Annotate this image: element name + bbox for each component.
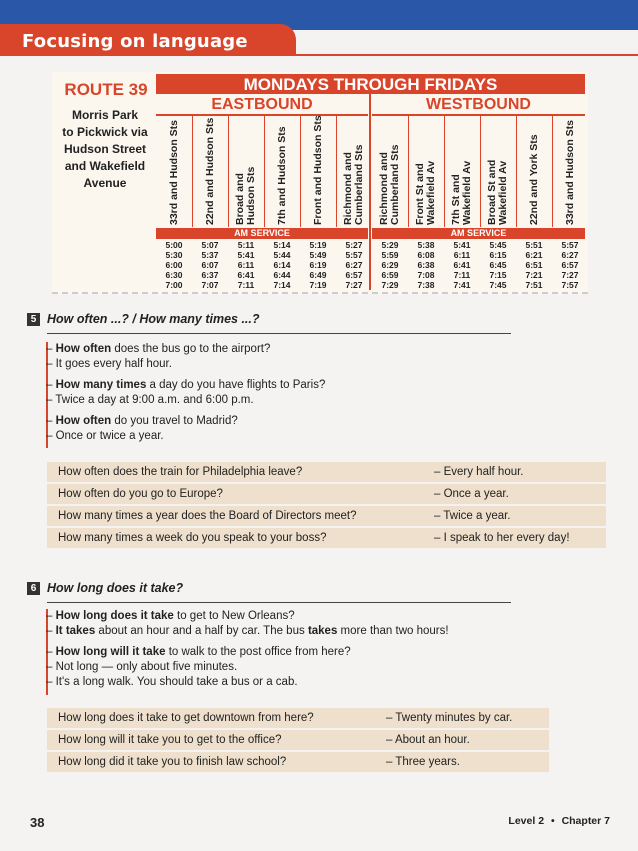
departure-time: 7:51 — [525, 280, 543, 290]
example-dash: – — [46, 379, 56, 391]
stop-name-line: Hudson Sts — [245, 166, 257, 225]
route-desc-line: Avenue — [83, 176, 127, 190]
departure-time: 5:44 — [273, 250, 291, 260]
example-keyword: How long does it take — [55, 610, 174, 622]
example-dash: – — [46, 661, 56, 673]
example-dash: – — [46, 646, 56, 658]
departure-time: 5:14 — [273, 240, 291, 250]
stop-name-line: 22nd and Hudson Sts — [203, 117, 216, 225]
departure-time: 6:59 — [381, 270, 399, 280]
section-number-badge: 6 — [27, 582, 40, 595]
departure-time: 6:44 — [273, 270, 291, 280]
departure-time: 7:38 — [417, 280, 435, 290]
stop-column-divider — [264, 115, 265, 227]
practice-answer: – About an hour. — [386, 734, 470, 746]
stop-name-line: 33rd and Hudson Sts — [563, 119, 576, 225]
example-dash: – — [46, 676, 56, 688]
section-number-badge: 5 — [27, 313, 40, 326]
stop-name-line: Cumberland Sts — [389, 144, 401, 225]
departure-time: 5:11 — [237, 240, 255, 250]
example-dash: – — [46, 430, 56, 442]
stop-name-line: 7th St and — [450, 174, 462, 225]
departure-time: 6:21 — [525, 250, 543, 260]
departure-time: 5:38 — [417, 240, 435, 250]
departure-time: 6:27 — [561, 250, 579, 260]
stop-name-line: Wakefield Av — [425, 160, 437, 225]
departure-time: 6:19 — [309, 260, 327, 270]
stop-name-line: Front and Hudson Sts — [311, 115, 324, 225]
page-title: Focusing on language — [22, 31, 248, 52]
departure-time: 6:45 — [489, 260, 507, 270]
route-desc-line: Morris Park — [71, 108, 139, 122]
departure-time: 6:57 — [561, 260, 579, 270]
example-dash: – — [46, 610, 56, 622]
stop-header — [169, 115, 180, 225]
departure-time: 7:08 — [417, 270, 435, 280]
departure-time: 6:11 — [453, 250, 471, 260]
practice-answer: – Every half hour. — [434, 466, 524, 478]
departure-time: 6:08 — [417, 250, 435, 260]
departure-time: 7:45 — [489, 280, 507, 290]
am-service-east: AM SERVICE — [156, 228, 368, 239]
example-line — [46, 414, 238, 429]
example-text: It goes every half hour. — [55, 358, 172, 370]
practice-question: How many times a year does the Board of Directors meet? — [58, 510, 357, 522]
stop-name-line: Richmond and — [342, 152, 354, 225]
departure-time: 5:51 — [525, 240, 543, 250]
page-number: 38 — [30, 815, 45, 830]
departure-time: 5:57 — [345, 250, 363, 260]
departure-time: 6:27 — [345, 260, 363, 270]
example-dash: – — [46, 358, 56, 370]
stop-name-line: 33rd and Hudson Sts — [167, 119, 180, 225]
departure-time: 7:27 — [561, 270, 579, 280]
departure-time: 5:59 — [381, 250, 399, 260]
example-line — [46, 660, 237, 675]
example-keyword: takes — [307, 625, 338, 637]
departure-time: 7:29 — [381, 280, 399, 290]
example-text: more than two hours! — [337, 625, 449, 637]
example-text: Twice a day at 9:00 a.m. and 6:00 p.m. — [55, 394, 254, 406]
stop-name-line: Richmond and — [378, 152, 390, 225]
stop-column-divider — [192, 115, 193, 227]
example-dash: – — [46, 343, 56, 355]
departure-time: 7:07 — [201, 280, 219, 290]
departure-time: 7:00 — [165, 280, 183, 290]
departure-time: 6:11 — [237, 260, 255, 270]
departure-time: 7:11 — [237, 280, 255, 290]
stop-header — [379, 115, 401, 225]
footer-bullet: • — [550, 815, 555, 827]
route-desc-line: Hudson Street — [63, 142, 146, 156]
departure-time: 5:19 — [309, 240, 327, 250]
practice-question: How long does it take to get downtown from here? — [58, 712, 314, 724]
schedule-title: MONDAYS THROUGH FRIDAYS — [156, 74, 585, 94]
eastbound-label: EASTBOUND — [211, 96, 313, 113]
westbound-rule — [372, 114, 585, 116]
example-line — [46, 609, 295, 624]
stop-header — [277, 115, 288, 225]
departure-time: 7:21 — [525, 270, 543, 280]
example-dash: – — [46, 625, 56, 637]
departure-time: 5:07 — [201, 240, 219, 250]
practice-question: How often does the train for Philadelphia leave? — [58, 466, 303, 478]
practice-question: How long will it take you to get to the office? — [58, 734, 282, 746]
departure-time: 6:14 — [273, 260, 291, 270]
stop-column-divider — [480, 115, 481, 227]
example-dash: – — [46, 415, 56, 427]
practice-answer: – I speak to her every day! — [434, 532, 570, 544]
example-line — [46, 675, 298, 690]
practice-answer: – Once a year. — [434, 488, 509, 500]
departure-time: 5:41 — [237, 250, 255, 260]
example-line — [46, 624, 449, 639]
stop-name-line: 22nd and York Sts — [527, 134, 540, 225]
stop-column-divider — [444, 115, 445, 227]
section-title: How long does it take? — [47, 581, 184, 595]
route-desc-line: to Pickwick via — [62, 125, 148, 139]
example-keyword: How long will it take — [55, 646, 166, 658]
route-description — [56, 107, 154, 192]
practice-answer: – Three years. — [386, 756, 460, 768]
example-text: do you travel to Madrid? — [111, 415, 238, 427]
departure-time: 6:41 — [237, 270, 255, 280]
departure-time: 6:29 — [381, 260, 399, 270]
stop-name-line: Wakefield Av — [497, 160, 509, 225]
stop-header — [313, 115, 324, 225]
stop-name-line: Cumberland Sts — [353, 144, 365, 225]
stop-name-line: Front St and — [414, 163, 426, 225]
practice-answer: – Twenty minutes by car. — [386, 712, 513, 724]
am-service-west: AM SERVICE — [372, 228, 585, 239]
stop-column-divider — [408, 115, 409, 227]
departure-time: 6:15 — [489, 250, 507, 260]
stop-name-line: Broad and — [234, 173, 246, 225]
stop-column-divider — [552, 115, 553, 227]
example-text: does the bus go to the airport? — [111, 343, 271, 355]
example-keyword: How often — [55, 343, 112, 355]
departure-time: 6:38 — [417, 260, 435, 270]
stop-column-divider — [300, 115, 301, 227]
practice-question: How often do you go to Europe? — [58, 488, 223, 500]
stop-header — [487, 115, 509, 225]
departure-time: 5:49 — [309, 250, 327, 260]
stop-name-line: 7th and Hudson Sts — [275, 126, 288, 225]
departure-time: 7:19 — [309, 280, 327, 290]
departure-time: 5:57 — [561, 240, 579, 250]
departure-time: 7:27 — [345, 280, 363, 290]
example-text: a day do you have flights to Paris? — [146, 379, 326, 391]
example-line — [46, 357, 172, 372]
departure-time: 5:45 — [489, 240, 507, 250]
departure-time: 6:41 — [453, 260, 471, 270]
section-rule — [47, 333, 511, 334]
example-line — [46, 429, 164, 444]
departure-time: 7:14 — [273, 280, 291, 290]
footer-chapter-label: Chapter 7 — [561, 815, 610, 827]
practice-question: How long did it take you to finish law school? — [58, 756, 287, 768]
banner-underline — [288, 54, 638, 56]
example-line — [46, 645, 351, 660]
stop-header — [565, 115, 576, 225]
stop-column-divider — [516, 115, 517, 227]
example-text: Not long — only about five minutes. — [55, 661, 238, 673]
stop-header — [415, 115, 437, 225]
departure-time: 5:37 — [201, 250, 219, 260]
example-line — [46, 393, 254, 408]
departure-time: 6:07 — [201, 260, 219, 270]
example-text: Once or twice a year. — [55, 430, 164, 442]
stop-column-divider — [336, 115, 337, 227]
departure-time: 6:00 — [165, 260, 183, 270]
example-text: about an hour and a half by car. The bus — [95, 625, 308, 637]
departure-time: 6:30 — [165, 270, 183, 280]
route-desc-line: and Wakefield — [64, 159, 146, 173]
route-number: ROUTE 39 — [64, 80, 148, 99]
example-keyword: How many times — [55, 379, 147, 391]
departure-time: 5:41 — [453, 240, 471, 250]
stop-header — [343, 115, 365, 225]
section-title: How often ...? / How many times ...? — [47, 312, 260, 326]
stop-header — [451, 115, 473, 225]
stop-column-divider — [228, 115, 229, 227]
example-dash: – — [46, 394, 56, 406]
practice-question: How many times a week do you speak to your boss? — [58, 532, 327, 544]
footer-chapter — [508, 815, 610, 827]
departure-time: 5:27 — [345, 240, 363, 250]
departure-time: 6:57 — [345, 270, 363, 280]
practice-answer: – Twice a year. — [434, 510, 511, 522]
example-line — [46, 342, 270, 357]
stop-name-line: Wakefield Av — [461, 160, 473, 225]
section-rule — [47, 602, 511, 603]
example-line — [46, 378, 325, 393]
departure-time: 5:29 — [381, 240, 399, 250]
departure-time: 6:49 — [309, 270, 327, 280]
westbound-label: WESTBOUND — [426, 96, 531, 113]
departure-time: 6:51 — [525, 260, 543, 270]
departure-time: 7:57 — [561, 280, 579, 290]
stop-header — [235, 115, 257, 225]
footer-level: Level 2 — [508, 815, 545, 827]
departure-time: 5:00 — [165, 240, 183, 250]
example-keyword: How often — [55, 415, 112, 427]
example-text: It's a long walk. You should take a bus or a cab. — [55, 676, 298, 688]
departure-time: 7:41 — [453, 280, 471, 290]
departure-time: 6:37 — [201, 270, 219, 280]
example-text: to get to New Orleans? — [173, 610, 295, 622]
example-keyword: It takes — [55, 625, 96, 637]
departure-time: 7:15 — [489, 270, 507, 280]
example-text: to walk to the post office from here? — [165, 646, 351, 658]
stop-header — [205, 115, 216, 225]
departure-time: 5:30 — [165, 250, 183, 260]
departure-time: 7:11 — [453, 270, 471, 280]
stop-header — [529, 115, 540, 225]
stop-name-line: Broad St and — [486, 159, 498, 225]
